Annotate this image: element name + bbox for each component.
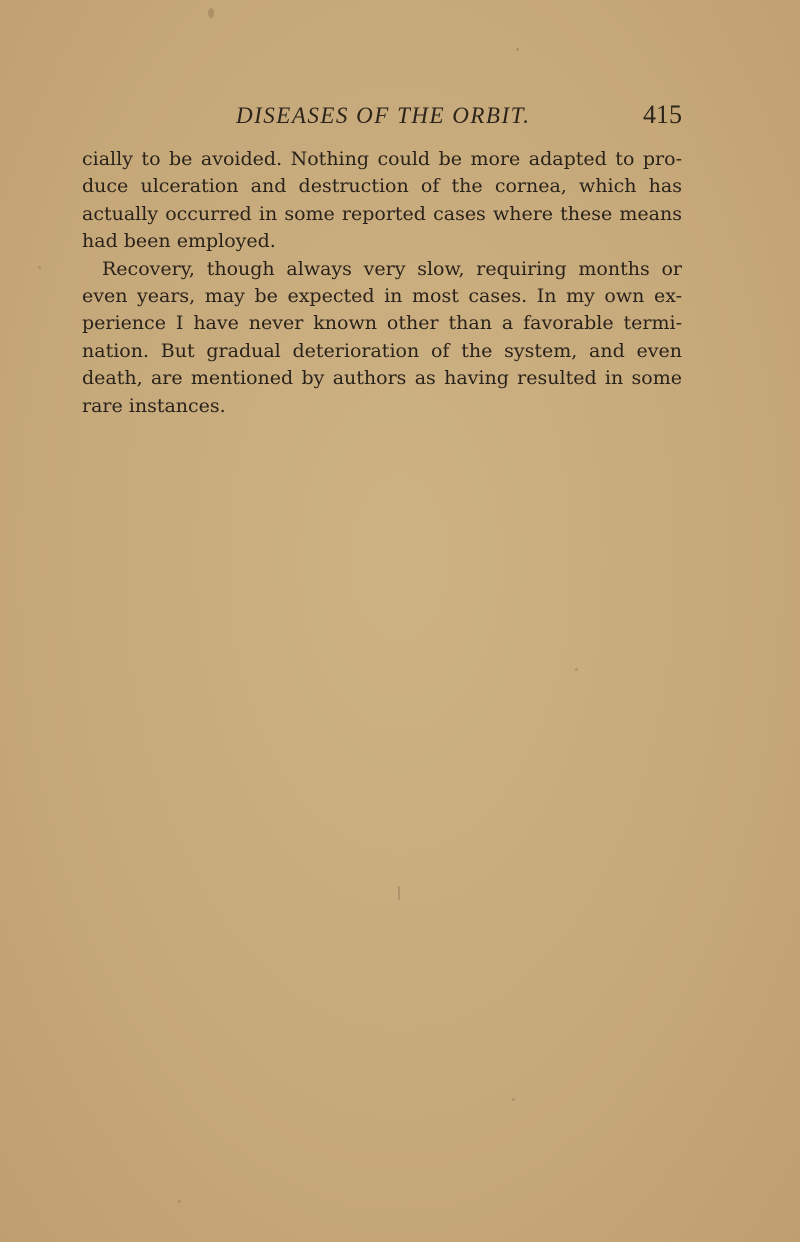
running-title: DISEASES OF THE ORBIT. — [236, 103, 531, 128]
paper-speck — [208, 8, 214, 18]
page-number: 415 — [643, 100, 682, 129]
text-line: death, are mentioned by authors as having resulted in some — [82, 367, 682, 390]
paper-speck — [178, 1200, 181, 1203]
text-line: had been employed. — [82, 230, 276, 253]
text-line: rare instances. — [82, 394, 226, 417]
text-line: even years, may be expected in most cases. In my own ex- — [82, 285, 682, 308]
running-head — [82, 100, 682, 137]
text-line: perience I have never known other than a favorable termi- — [82, 312, 682, 335]
paper-speck — [516, 48, 519, 51]
paper-speck — [38, 266, 41, 269]
text-line: cially to be avoided. Nothing could be more adapted to pro- — [82, 148, 682, 170]
text-line: actually occurred in some reported cases where these means — [82, 202, 682, 225]
text-line: duce ulceration and destruction of the cornea, which has — [82, 175, 682, 198]
paper-speck — [575, 668, 578, 671]
text-line: nation. But gradual deterioration of the system, and even — [82, 339, 682, 362]
paper-speck — [512, 1098, 515, 1101]
paper-speck — [398, 886, 400, 900]
paragraph-start-line: Recovery, though always very slow, requiring months or — [102, 257, 682, 280]
body-text — [82, 146, 682, 420]
